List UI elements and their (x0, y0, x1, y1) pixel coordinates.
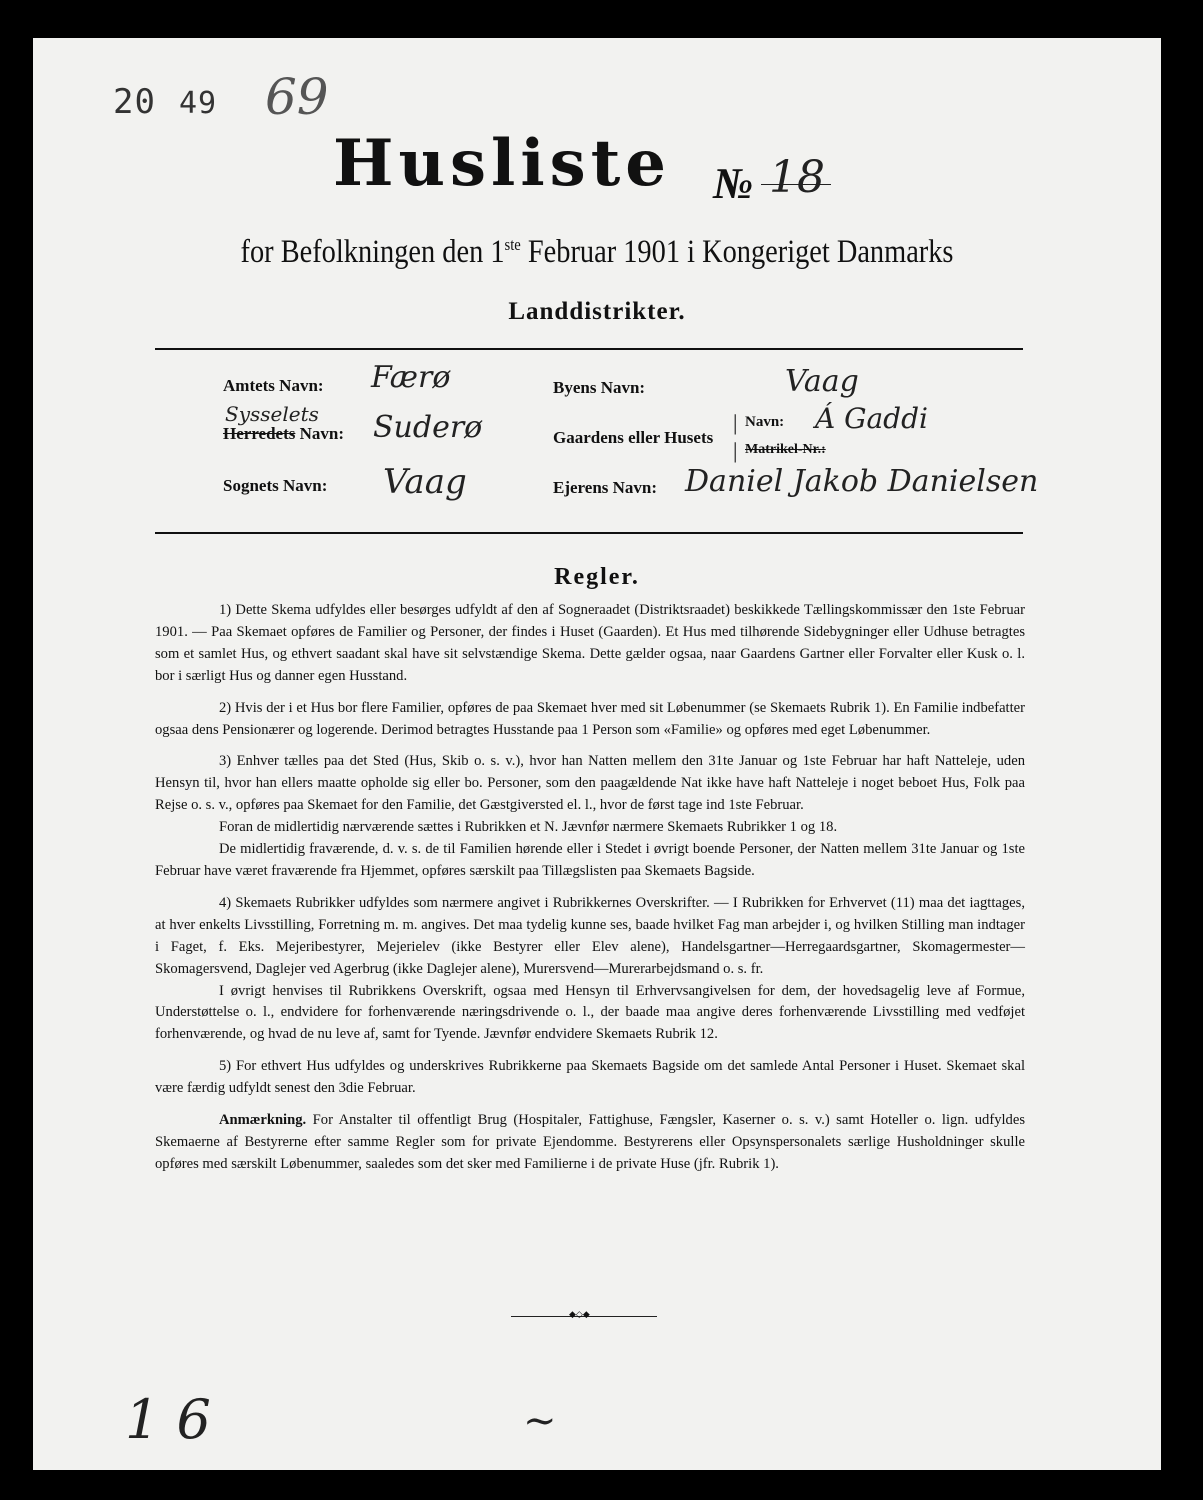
subtitle-district: Landdistrikter. (508, 298, 686, 325)
herred-value: Suderø (373, 410, 483, 445)
subtitle: for Befolkningen den 1ste Februar 1901 i Kongeriget Danmarks (240, 234, 954, 270)
herred-label: Herredets Navn: (223, 424, 345, 443)
rules-heading: Regler. (554, 564, 640, 590)
handwritten-flourish: ∼ (523, 1398, 557, 1444)
rule-2: 2) Hvis der i et Hus bor flere Familier, opføres de paa Skemaet hver med sit Løbenummer (se Skemaets Rubrik 1). En Familie indbefatter ogsaa dens Pensionærer og logerende. Derimod betragtes Husstande paa 1 Person som «Familie» og opføres med eget Løbenummer. (155, 699, 1025, 738)
list-number: 18 (769, 152, 825, 203)
by-label: Byens Navn: (553, 378, 646, 397)
page-title: Husliste (333, 126, 671, 201)
archive-stamp-middle: 49 (179, 86, 218, 121)
gaard-navn-value: Á Gaddi (815, 402, 928, 435)
rule-1: 1) Dette Skema udfyldes eller besørges udfyldt af den af Sogneraadet (Distriktsraadet) beskikkede Tællingskommissær den 1ste Februar 1901. — Paa Skemaet opføres de Familier og Personer, der findes i Huset (Gaarden). Et Hus med tilhørende Sidebygninger eller Udhuse betragtes som et samlet Hus, og ethvert saadant skal have sit selvstændige Skema. Dette gælder ogsaa, naar Gaardens Gartner eller Forvalter eller Kusk o. l. bor i særligt Hus og danner egen Husstand. (155, 602, 1025, 684)
divider-top (155, 348, 1023, 350)
rule-4-cont: I øvrigt henvises til Rubrikkens Overskrift, ogsaa med Hensyn til Erhvervsangivelsen for dem, der hovedsagelig leve af Formue, Understøttelse o. l., endvidere for forhenværende næringsdrivende o. l., der baade maa angive deres forhenværende Livsstilling med vedføjet forhenværende, og hvad de nu leve af, samt for Tyende. Jævnfør endvidere Skemaets Rubrik 12. (155, 982, 1025, 1043)
rules-body (155, 600, 1025, 1186)
rule-4: 4) Skemaets Rubrikker udfyldes som nærmere angivet i Rubrikkernes Overskrifter. — I Rubrikken for Erhvervet (11) maa det iagttages, at hver enkelts Livsstilling, Forretning m. m. angives. Det maa tydelig kunne ses, baade hvilket Fag man arbejder i, og hvilken Stilling man indtager i Faget, f. Eks. Mejeribestyrer, Mejerielev (ikke Bestyrer eller Elev alene), Handelsgartner—Herregaardsgartner, Skomagermester—Skomagersvend, Daglejer ved Agerbrug (ikke Daglejer alene), Murersvend—Murerarbejdsmand o. s. fr. (155, 894, 1025, 977)
bracket-bottom: | (733, 438, 738, 463)
ejer-label: Ejerens Navn: (553, 478, 658, 497)
syssel-handwritten: Sysselets (225, 402, 319, 426)
rule-3: 3) Enhver tælles paa det Sted (Hus, Skib o. s. v.), hvor han Natten mellem den 31te Januar og 1ste Februar har haft Natteleje, uden Hensyn til, hvor han ellers maatte opholde sig eller bo. Personer, som den paagældende Nat ikke have haft Natteleje i noget beboet Hus, Folk paa Rejse o. s. v., opføres paa Skemaet for den Familie, det Gæstgiversted el. l., hvor de først tage ind 1ste Februar. (155, 753, 1025, 814)
note: Anmærkning. For Anstalter til offentligt Brug (Hospitaler, Fattighuse, Fængsler, Kaserner o. s. v.) samt Hoteller o. lign. udfyldes Skemaerne af Bestyrerne efter samme Regler som for private Ejendomme. Bestyrerens eller Opsynspersonalets særlige Husholdninger skulle opføres med særskilt Løbenummer, saaledes som det sker med Familierne i de private Huse (jfr. Rubrik 1). (155, 1112, 1025, 1172)
divider-bottom (155, 532, 1023, 534)
amt-label: Amtets Navn: (223, 376, 324, 395)
census-form-page (33, 38, 1161, 1470)
archive-stamp-left: 20 (113, 82, 156, 122)
matrikel-label: Matrikel-Nr.: (745, 442, 826, 457)
handwritten-page-mark: 1 6 (125, 1388, 211, 1451)
ejer-value: Daniel Jakob Danielsen (685, 464, 1039, 499)
handwritten-folio-number: 69 (265, 68, 329, 126)
number-sign: № (713, 159, 754, 208)
bracket-top: | (733, 410, 738, 435)
rule-3-note-n: Foran de midlertidig nærværende sættes i Rubrikken et N. Jævnfør nærmere Skemaets Rubrikker 1 og 18. (219, 819, 838, 836)
gaard-navn-label: Navn: (745, 414, 785, 430)
sogn-label: Sognets Navn: (223, 476, 328, 495)
rule-3-absent: De midlertidig fraværende, d. v. s. de til Familien hørende eller i Stedet i øvrigt boende Personer, der Natten mellem 31te Januar og 1ste Februar have været fraværende fra Hjemmet, opføres særskilt paa Tillægslisten paa Skemaets Bagside. (155, 841, 1025, 879)
sogn-value: Vaag (383, 462, 467, 502)
amt-value: Færø (371, 360, 451, 395)
gaard-label: Gaardens eller Husets (553, 428, 714, 447)
by-value: Vaag (785, 364, 859, 399)
rule-5: 5) For ethvert Hus udfyldes og underskrives Rubrikkerne paa Skemaets Bagside om det samlede Antal Personer i Huset. Skemaet skal være færdig udfyldt senest den 3die Februar. (155, 1058, 1025, 1097)
ornament-diamonds: ◆◇◆ (569, 1309, 590, 1319)
